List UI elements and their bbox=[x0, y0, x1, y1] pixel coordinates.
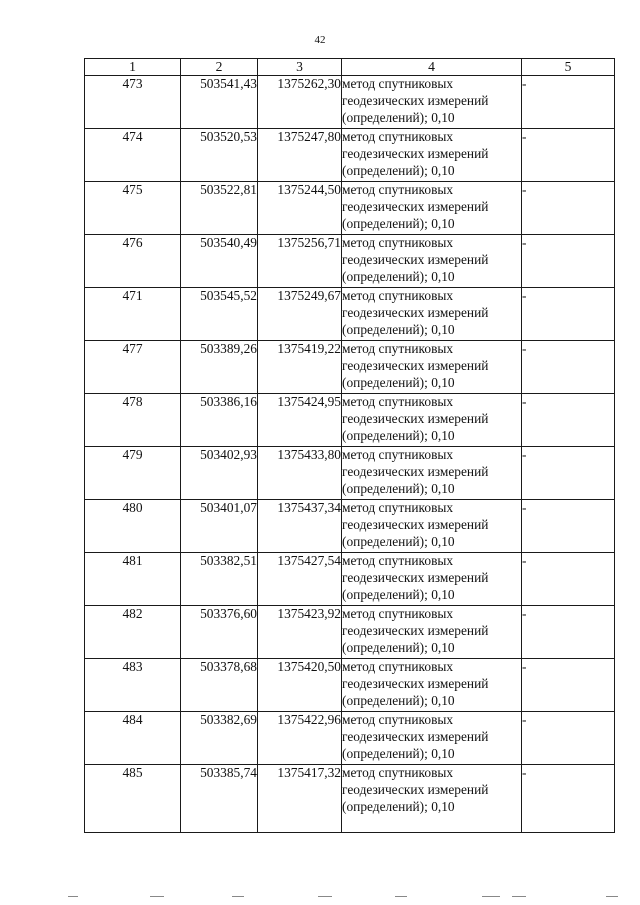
column-header-3: 3 bbox=[258, 59, 342, 76]
method-description-cell bbox=[342, 129, 522, 182]
point-number-cell: 474 bbox=[85, 129, 181, 182]
method-line: (определений); 0,10 bbox=[342, 586, 455, 602]
method-line: метод спутниковых bbox=[342, 447, 454, 462]
table-header-row bbox=[85, 59, 615, 76]
method-line: (определений); 0,10 bbox=[342, 639, 455, 655]
x-coordinate-cell: 503520,53 bbox=[181, 129, 258, 182]
method-line: метод спутниковых bbox=[342, 659, 454, 674]
y-coordinate-cell: 1375247,80 bbox=[258, 129, 342, 182]
method-line: геодезических измерений bbox=[342, 781, 489, 797]
method-line: (определений); 0,10 bbox=[342, 162, 455, 178]
method-line: геодезических измерений bbox=[342, 251, 489, 267]
note-cell: - bbox=[522, 712, 615, 765]
method-description-cell bbox=[342, 76, 522, 129]
table-row bbox=[85, 394, 615, 447]
method-line: метод спутниковых bbox=[342, 553, 454, 568]
table-row bbox=[85, 553, 615, 606]
method-description-cell bbox=[342, 288, 522, 341]
point-number-cell: 471 bbox=[85, 288, 181, 341]
method-line: геодезических измерений bbox=[342, 304, 489, 320]
y-coordinate-cell: 1375423,92 bbox=[258, 606, 342, 659]
method-line: (определений); 0,10 bbox=[342, 374, 455, 390]
method-line: метод спутниковых bbox=[342, 394, 454, 409]
x-coordinate-cell: 503402,93 bbox=[181, 447, 258, 500]
table-row bbox=[85, 341, 615, 394]
method-line: геодезических измерений bbox=[342, 92, 489, 108]
column-header-1: 1 bbox=[85, 59, 181, 76]
y-coordinate-cell: 1375256,71 bbox=[258, 235, 342, 288]
note-cell: - bbox=[522, 288, 615, 341]
y-coordinate-cell: 1375420,50 bbox=[258, 659, 342, 712]
method-description-cell bbox=[342, 235, 522, 288]
y-coordinate-cell: 1375417,32 bbox=[258, 765, 342, 833]
note-cell: - bbox=[522, 553, 615, 606]
method-line: (определений); 0,10 bbox=[342, 480, 455, 496]
coordinates-table bbox=[84, 58, 615, 833]
method-line: геодезических измерений bbox=[342, 569, 489, 585]
method-description-cell bbox=[342, 447, 522, 500]
x-coordinate-cell: 503545,52 bbox=[181, 288, 258, 341]
method-line: геодезических измерений bbox=[342, 410, 489, 426]
method-line: (определений); 0,10 bbox=[342, 427, 455, 443]
method-line: геодезических измерений bbox=[342, 198, 489, 214]
x-coordinate-cell: 503385,74 bbox=[181, 765, 258, 833]
note-cell: - bbox=[522, 765, 615, 833]
point-number-cell: 473 bbox=[85, 76, 181, 129]
column-header-4: 4 bbox=[342, 59, 522, 76]
note-cell: - bbox=[522, 606, 615, 659]
y-coordinate-cell: 1375437,34 bbox=[258, 500, 342, 553]
x-coordinate-cell: 503522,81 bbox=[181, 182, 258, 235]
method-line: (определений); 0,10 bbox=[342, 798, 455, 814]
footer-scan-marks bbox=[0, 896, 640, 900]
method-line: геодезических измерений bbox=[342, 357, 489, 373]
method-line: метод спутниковых bbox=[342, 235, 454, 250]
point-number-cell: 480 bbox=[85, 500, 181, 553]
point-number-cell: 479 bbox=[85, 447, 181, 500]
table-row bbox=[85, 659, 615, 712]
method-description-cell bbox=[342, 182, 522, 235]
method-description-cell bbox=[342, 553, 522, 606]
method-line: геодезических измерений bbox=[342, 463, 489, 479]
x-coordinate-cell: 503541,43 bbox=[181, 76, 258, 129]
note-cell: - bbox=[522, 76, 615, 129]
y-coordinate-cell: 1375422,96 bbox=[258, 712, 342, 765]
method-line: метод спутниковых bbox=[342, 341, 454, 356]
method-line: метод спутниковых bbox=[342, 182, 454, 197]
point-number-cell: 475 bbox=[85, 182, 181, 235]
method-description-cell bbox=[342, 606, 522, 659]
y-coordinate-cell: 1375433,80 bbox=[258, 447, 342, 500]
point-number-cell: 481 bbox=[85, 553, 181, 606]
table-row bbox=[85, 129, 615, 182]
table-row bbox=[85, 76, 615, 129]
method-description-cell bbox=[342, 341, 522, 394]
method-description-cell bbox=[342, 394, 522, 447]
x-coordinate-cell: 503382,69 bbox=[181, 712, 258, 765]
method-line: (определений); 0,10 bbox=[342, 533, 455, 549]
method-line: геодезических измерений bbox=[342, 728, 489, 744]
x-coordinate-cell: 503401,07 bbox=[181, 500, 258, 553]
table-row bbox=[85, 606, 615, 659]
point-number-cell: 477 bbox=[85, 341, 181, 394]
y-coordinate-cell: 1375419,22 bbox=[258, 341, 342, 394]
method-line: (определений); 0,10 bbox=[342, 215, 455, 231]
y-coordinate-cell: 1375427,54 bbox=[258, 553, 342, 606]
note-cell: - bbox=[522, 394, 615, 447]
y-coordinate-cell: 1375424,95 bbox=[258, 394, 342, 447]
table-row bbox=[85, 765, 615, 833]
point-number-cell: 484 bbox=[85, 712, 181, 765]
method-line: метод спутниковых bbox=[342, 500, 454, 515]
x-coordinate-cell: 503376,60 bbox=[181, 606, 258, 659]
method-description-cell bbox=[342, 659, 522, 712]
note-cell: - bbox=[522, 447, 615, 500]
method-line: (определений); 0,10 bbox=[342, 321, 455, 337]
method-line: метод спутниковых bbox=[342, 76, 454, 91]
y-coordinate-cell: 1375249,67 bbox=[258, 288, 342, 341]
note-cell: - bbox=[522, 659, 615, 712]
y-coordinate-cell: 1375262,30 bbox=[258, 76, 342, 129]
method-line: метод спутниковых bbox=[342, 606, 454, 621]
point-number-cell: 482 bbox=[85, 606, 181, 659]
x-coordinate-cell: 503386,16 bbox=[181, 394, 258, 447]
method-line: геодезических измерений bbox=[342, 516, 489, 532]
method-line: (определений); 0,10 bbox=[342, 109, 455, 125]
note-cell: - bbox=[522, 500, 615, 553]
x-coordinate-cell: 503540,49 bbox=[181, 235, 258, 288]
method-line: метод спутниковых bbox=[342, 712, 454, 727]
x-coordinate-cell: 503389,26 bbox=[181, 341, 258, 394]
method-line: геодезических измерений bbox=[342, 145, 489, 161]
point-number-cell: 476 bbox=[85, 235, 181, 288]
point-number-cell: 485 bbox=[85, 765, 181, 833]
method-line: метод спутниковых bbox=[342, 765, 454, 780]
column-header-5: 5 bbox=[522, 59, 615, 76]
method-line: геодезических измерений bbox=[342, 622, 489, 638]
point-number-cell: 478 bbox=[85, 394, 181, 447]
table-row bbox=[85, 712, 615, 765]
page-number: 42 bbox=[314, 34, 326, 46]
method-description-cell bbox=[342, 712, 522, 765]
table-row bbox=[85, 235, 615, 288]
table-row bbox=[85, 500, 615, 553]
method-description-cell bbox=[342, 765, 522, 833]
table-body bbox=[85, 76, 615, 833]
x-coordinate-cell: 503382,51 bbox=[181, 553, 258, 606]
column-header-2: 2 bbox=[181, 59, 258, 76]
method-line: метод спутниковых bbox=[342, 288, 454, 303]
note-cell: - bbox=[522, 235, 615, 288]
method-line: геодезических измерений bbox=[342, 675, 489, 691]
x-coordinate-cell: 503378,68 bbox=[181, 659, 258, 712]
method-line: (определений); 0,10 bbox=[342, 745, 455, 761]
table-row bbox=[85, 182, 615, 235]
point-number-cell: 483 bbox=[85, 659, 181, 712]
note-cell: - bbox=[522, 129, 615, 182]
method-line: (определений); 0,10 bbox=[342, 268, 455, 284]
y-coordinate-cell: 1375244,50 bbox=[258, 182, 342, 235]
table-row bbox=[85, 447, 615, 500]
method-line: (определений); 0,10 bbox=[342, 692, 455, 708]
table-row bbox=[85, 288, 615, 341]
method-description-cell bbox=[342, 500, 522, 553]
method-line: метод спутниковых bbox=[342, 129, 454, 144]
note-cell: - bbox=[522, 341, 615, 394]
note-cell: - bbox=[522, 182, 615, 235]
